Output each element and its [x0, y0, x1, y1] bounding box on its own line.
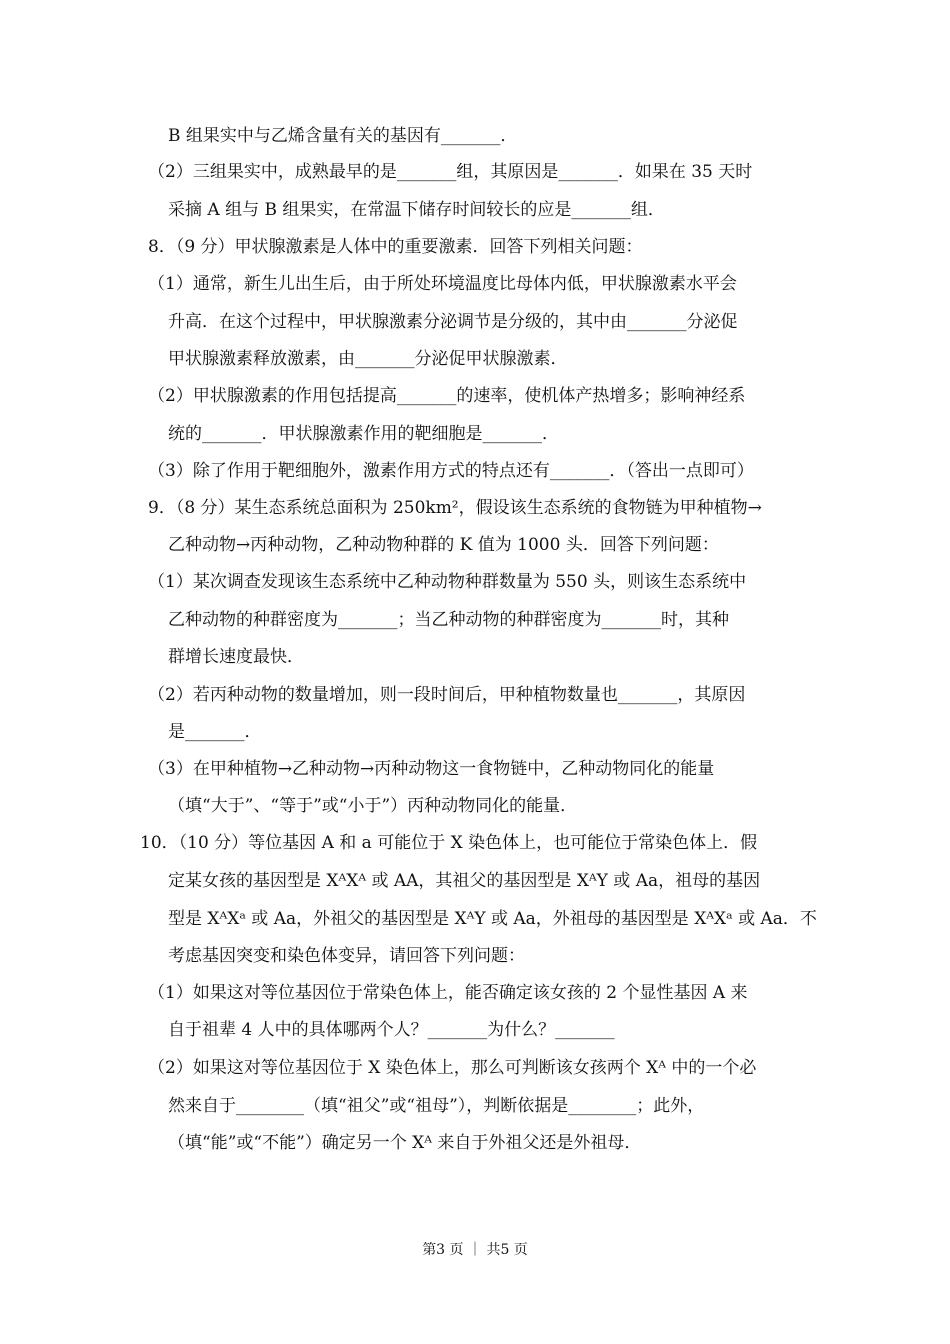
text-line: 乙种动物→丙种动物，乙种动物种群的 K 值为 1000 头．回答下列问题： — [168, 535, 719, 555]
text-line: （2）甲状腺激素的作用包括提高_______的速率，使机体产热增多；影响神经系 — [148, 386, 746, 406]
text-line: 采摘 A 组与 B 组果实，在常温下储存时间较长的应是_______组． — [168, 200, 665, 220]
text-line: 甲状腺激素释放激素，由_______分泌促甲状腺激素． — [168, 349, 568, 369]
text-line: （填“大于”、“等于”或“小于”）丙种动物同化的能量． — [168, 796, 578, 816]
text-line: 群增长速度最快． — [168, 647, 304, 667]
text-line: （1）如果这对等位基因位于常染色体上，能否确定该女孩的 2 个显性基因 A 来 — [148, 983, 748, 1003]
question-8-heading: 8．（9 分）甲状腺激素是人体中的重要激素．回答下列相关问题： — [148, 237, 643, 257]
text-line: 自于祖辈 4 人中的具体哪两个人？_______为什么？_______ — [168, 1020, 615, 1040]
text-line: 升高．在这个过程中，甲状腺激素分泌调节是分级的，其中由_______分泌促 — [168, 312, 738, 332]
text-line: 定某女孩的基因型是 XᴬXᴬ 或 AA，其祖父的基因型是 XᴬY 或 Aa，祖母的基因 — [168, 871, 761, 891]
text-line: （3）除了作用于靶细胞外，激素作用方式的特点还有_______．（答出一点即可） — [148, 461, 754, 481]
text-line: （3）在甲种植物→乙种动物→丙种动物这一食物链中，乙种动物同化的能量 — [148, 759, 715, 779]
text-line: 统的_______．甲状腺激素作用的靶细胞是_______． — [168, 424, 559, 444]
text-line: 型是 XᴬXᵃ 或 Aa，外祖父的基因型是 XᴬY 或 Aa，外祖母的基因型是 XᴬXᵃ 或 Aa．不 — [168, 909, 817, 929]
text-line: B 组果实中与乙烯含量有关的基因有_______． — [168, 126, 518, 146]
question-10-heading: 10．（10 分）等位基因 A 和 a 可能位于 X 染色体上，也可能位于常染色体上．假 — [140, 833, 758, 853]
text-line: （2）三组果实中，成熟最早的是_______组，其原因是_______．如果在 35 天时 — [148, 162, 753, 182]
text-line: 乙种动物的种群密度为_______；当乙种动物的种群密度为_______时，其种 — [168, 610, 729, 630]
text-line: （2）如果这对等位基因位于 X 染色体上，那么可判断该女孩两个 Xᴬ 中的一个必 — [148, 1058, 757, 1078]
text-line: （填“能”或“不能”）确定另一个 Xᴬ 来自于外祖父还是外祖母． — [168, 1133, 642, 1153]
text-line: （1）某次调查发现该生态系统中乙种动物种群数量为 550 头，则该生态系统中 — [148, 572, 747, 592]
text-line: （2）若丙种动物的数量增加，则一段时间后，甲种植物数量也_______，其原因 — [148, 685, 746, 705]
text-line: 然来自于________（填“祖父”或“祖母”），判断依据是________；此外， — [168, 1096, 705, 1116]
page-footer: 第3 页 ｜ 共5 页 — [422, 1242, 528, 1258]
text-line: （1）通常，新生儿出生后，由于所处环境温度比母体内低，甲状腺激素水平会 — [148, 274, 737, 294]
text-line: 是_______． — [168, 722, 262, 742]
question-9-heading: 9．（8 分）某生态系统总面积为 250km²，假设该生态系统的食物链为甲种植物→ — [148, 498, 762, 518]
text-line: 考虑基因突变和染色体变异，请回答下列问题： — [168, 946, 525, 966]
